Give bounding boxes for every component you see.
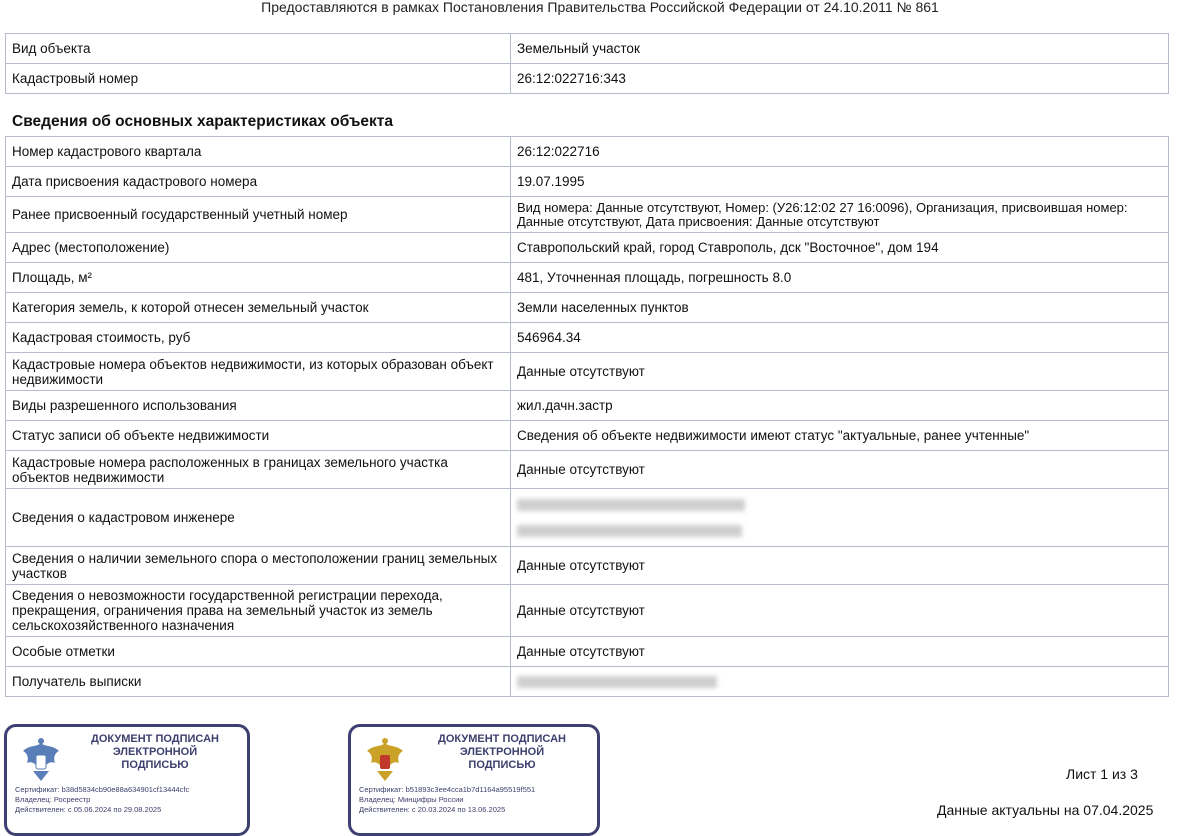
row-value: Вид номера: Данные отсутствуют, Номер: (У26:12:02 27 16:0096), Организация, присвоившая номер: Данные отсутствуют, Дата присвоения: Данные отсутствуют <box>511 197 1169 233</box>
signature-stamp-mintsifry <box>348 724 600 836</box>
row-value: 481, Уточненная площадь, погрешность 8.0 <box>511 263 1169 293</box>
stamp-heading-line: ЭЛЕКТРОННОЙ <box>459 746 545 758</box>
stamp-heading-line: ЭЛЕКТРОННОЙ <box>112 746 198 758</box>
table-row <box>6 293 1169 323</box>
row-label: Кадастровый номер <box>6 64 511 94</box>
row-label: Номер кадастрового квартала <box>6 137 511 167</box>
eagle-emblem-icon <box>363 737 407 783</box>
stamp-heading <box>415 733 589 772</box>
table-row <box>6 323 1169 353</box>
eagle-emblem-icon <box>19 737 63 783</box>
stamp-meta <box>359 785 593 815</box>
table-row <box>6 421 1169 451</box>
row-value: жил.дачн.застр <box>511 391 1169 421</box>
stamp-heading-line: ПОДПИСЬЮ <box>121 759 189 771</box>
stamp-validity: Действителен: с 05.06.2024 по 29.08.2025 <box>15 805 162 814</box>
row-value: 26:12:022716:343 <box>511 64 1169 94</box>
emblem-crown <box>38 738 44 744</box>
row-value: Земельный участок <box>511 34 1169 64</box>
document-subtitle: Предоставляются в рамках Постановления Правительства Российской Федерации от 24.10.2011 № 861 <box>261 0 939 15</box>
row-label: Площадь, м² <box>6 263 511 293</box>
table-row <box>6 64 1169 94</box>
row-label: Кадастровая стоимость, руб <box>6 323 511 353</box>
row-value: Данные отсутствуют <box>511 547 1169 585</box>
stamp-heading-line: ДОКУМЕНТ ПОДПИСАН <box>91 733 219 745</box>
stamp-meta <box>15 785 243 815</box>
table-row <box>6 391 1169 421</box>
stamp-certificate: Сертификат: b38d5834cb90e88a634901cf13444cfc <box>15 785 190 794</box>
table-row <box>6 489 1169 547</box>
row-label: Статус записи об объекте недвижимости <box>6 421 511 451</box>
row-value: Земли населенных пунктов <box>511 293 1169 323</box>
emblem-tail <box>33 771 49 781</box>
table-row <box>6 547 1169 585</box>
table-row <box>6 667 1169 697</box>
table-row <box>6 137 1169 167</box>
row-label: Виды разрешенного использования <box>6 391 511 421</box>
table-row <box>6 34 1169 64</box>
table-row <box>6 167 1169 197</box>
stamp-owner: Владелец: Минцифры России <box>359 795 464 804</box>
section-title: Сведения об основных характеристиках объекта <box>12 113 394 130</box>
table-row <box>6 197 1169 233</box>
row-label: Сведения о кадастровом инженере <box>6 489 511 547</box>
row-label: Категория земель, к которой отнесен земельный участок <box>6 293 511 323</box>
emblem-crown <box>382 738 388 744</box>
row-value: Данные отсутствуют <box>511 585 1169 637</box>
row-label: Ранее присвоенный государственный учетный номер <box>6 197 511 233</box>
table-row <box>6 233 1169 263</box>
table-row <box>6 353 1169 391</box>
data-actual-date: Данные актуальны на 07.04.2025 <box>937 802 1154 818</box>
stamp-heading <box>71 733 239 772</box>
redacted-bar <box>517 525 742 537</box>
redacted-bar <box>517 676 717 688</box>
row-label: Сведения о невозможности государственной регистрации перехода, прекращения, ограничения права на земельный участок из земель сельскохозяйственного назначения <box>6 585 511 637</box>
row-label: Сведения о наличии земельного спора о местоположении границ земельных участков <box>6 547 511 585</box>
stamp-heading-line: ДОКУМЕНТ ПОДПИСАН <box>438 733 566 745</box>
row-value: Данные отсутствуют <box>511 451 1169 489</box>
row-label: Кадастровые номера объектов недвижимости, из которых образован объект недвижимости <box>6 353 511 391</box>
row-value: 26:12:022716 <box>511 137 1169 167</box>
emblem-shield <box>380 755 390 769</box>
stamp-certificate: Сертификат: b51893c3ee4cca1b7d1164a95519f551 <box>359 785 536 794</box>
table-row <box>6 451 1169 489</box>
characteristics-table <box>5 136 1169 697</box>
row-label: Вид объекта <box>6 34 511 64</box>
row-value: Данные отсутствуют <box>511 353 1169 391</box>
row-label: Адрес (местоположение) <box>6 233 511 263</box>
stamp-owner: Владелец: Росреестр <box>15 795 91 804</box>
row-label: Получатель выписки <box>6 667 511 697</box>
row-label: Кадастровые номера расположенных в границах земельного участка объектов недвижимости <box>6 451 511 489</box>
stamp-heading-line: ПОДПИСЬЮ <box>468 759 536 771</box>
table-row <box>6 637 1169 667</box>
signature-stamp-rosreestr <box>4 724 250 836</box>
row-value: 19.07.1995 <box>511 167 1169 197</box>
row-value: Данные отсутствуют <box>511 637 1169 667</box>
row-label: Особые отметки <box>6 637 511 667</box>
emblem-shield <box>36 755 46 769</box>
object-table <box>5 33 1169 94</box>
sheet-number: Лист 1 из 3 <box>1066 766 1138 782</box>
row-value-redacted <box>511 489 1169 547</box>
stamp-validity: Действителен: с 20.03.2024 по 13.06.2025 <box>359 805 506 814</box>
row-label: Дата присвоения кадастрового номера <box>6 167 511 197</box>
row-value: 546964.34 <box>511 323 1169 353</box>
table-row <box>6 585 1169 637</box>
table-row <box>6 263 1169 293</box>
row-value: Сведения об объекте недвижимости имеют статус "актуальные, ранее учтенные" <box>511 421 1169 451</box>
row-value-redacted <box>511 667 1169 697</box>
redacted-bar <box>517 499 745 511</box>
emblem-tail <box>377 771 393 781</box>
row-value: Ставропольский край, город Ставрополь, дск "Восточное", дом 194 <box>511 233 1169 263</box>
